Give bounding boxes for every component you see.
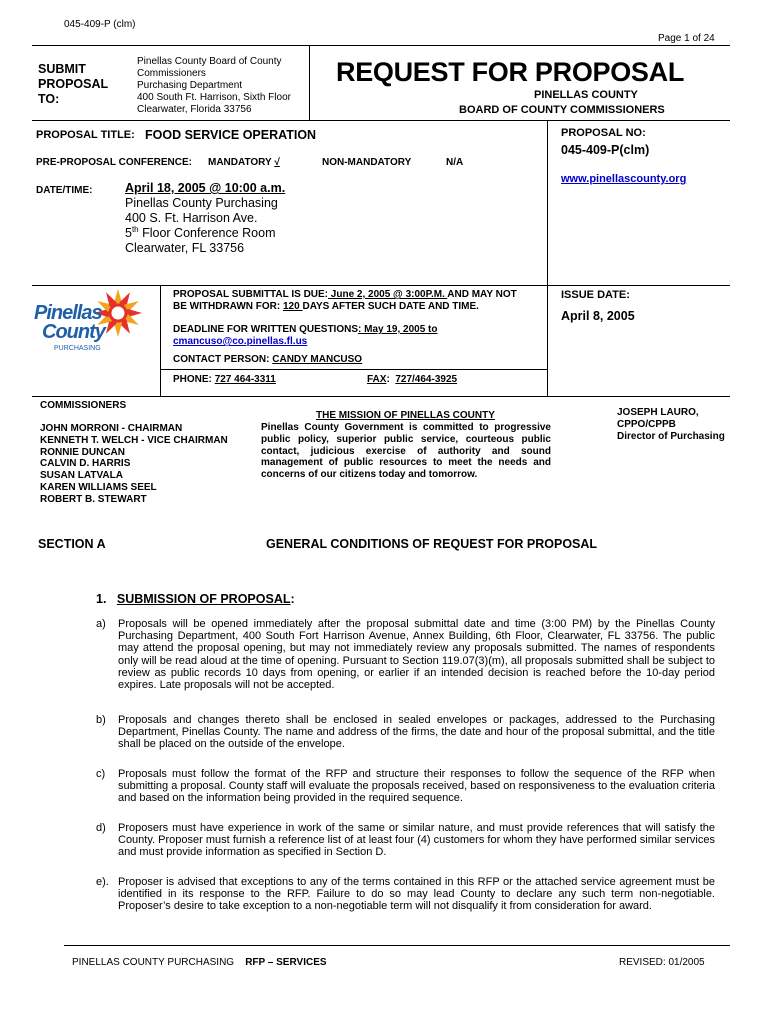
footer-left: PINELLAS COUNTY PURCHASING RFP – SERVICES: [72, 957, 327, 968]
proposal-no-label: PROPOSAL NO:: [561, 127, 646, 139]
paragraph-a: Proposals will be opened immediately after the proposal submittal date and time (3:00 PM) by the Pinellas County Purchasing Department, 400 South Fort Harrison Avenue, Annex Building, 6th Floor, Clearwater, FL 33756. The public may attend the proposal opening, but may not immediately review any proposals submitted. The names of respondents only will be read aloud at the time of opening. Pursuant to Section 119.07(3)(m), all proposals submitted shall be subject to review as public records 10 days from opening, or earlier if an intended decision is reached before the 10-day period expires. Late proposals will not be accepted.: [118, 618, 715, 692]
contact-email-link[interactable]: cmancuso@co.pinellas.fl.us: [173, 336, 308, 347]
conference-location-1: Pinellas County Purchasing: [125, 196, 278, 210]
submit-proposal-label: SUBMIT PROPOSAL TO:: [38, 62, 109, 106]
conference-details: [125, 181, 285, 256]
pinellas-county-logo: [32, 287, 156, 357]
item-label: e).: [96, 876, 109, 888]
conference-location-3: 5th Floor Conference Room: [125, 224, 276, 240]
logo-divider: [160, 285, 161, 396]
commissioners-list: [40, 423, 228, 506]
issue-date-value: April 8, 2005: [561, 309, 635, 323]
proposal-no-value: 045-409-P(clm): [561, 143, 650, 157]
issue-date-label: ISSUE DATE:: [561, 289, 630, 301]
footer-right: REVISED: 01/2005: [619, 957, 705, 968]
contact-rule: [160, 369, 547, 370]
commissioner-name: SUSAN LATVALA: [40, 470, 123, 482]
logo-text-pinellas: Pinellas: [34, 302, 102, 324]
footer-middle: RFP – SERVICES: [245, 957, 327, 968]
proposal-title-value: FOOD SERVICE OPERATION: [145, 128, 317, 142]
logo-text-purchasing: PURCHASING: [54, 345, 101, 352]
section-label: SECTION A: [38, 537, 106, 551]
footer-rule: [64, 945, 730, 946]
title-rule: [32, 120, 730, 121]
mission-heading: THE MISSION OF PINELLAS COUNTY: [316, 410, 495, 421]
right-column-divider: [547, 120, 548, 396]
item-label: b): [96, 714, 106, 726]
mid-rule: [32, 285, 730, 286]
subtitle-board: BOARD OF COUNTY COMMISSIONERS: [459, 104, 665, 116]
conference-date: April 18, 2005 @ 10:00 a.m.: [125, 181, 286, 195]
paragraph-c: Proposals must follow the format of the RFP and structure their responses to follow the sequence of the RFP when submitting a proposal. County staff will evaluate the proposals received, based on responsiveness to the evaluation criteria and based on the information being provided in the required sequence.: [118, 768, 715, 805]
pre-proposal-label: PRE-PROPOSAL CONFERENCE:: [36, 157, 192, 168]
date-time-label: DATE/TIME:: [36, 185, 93, 196]
withdraw-period: BE WITHDRAWN FOR: 120 DAYS AFTER SUCH DATE AND TIME.: [173, 301, 479, 312]
commissioner-name: KAREN WILLIAMS SEEL: [40, 481, 157, 493]
website-link[interactable]: www.pinellascounty.org: [561, 173, 687, 185]
header-divider: [309, 45, 310, 120]
item-label: d): [96, 822, 106, 834]
fax-line: FAX: 727/464-3925: [367, 374, 458, 385]
item-label: c): [96, 768, 106, 780]
commissioner-name: RONNIE DUNCAN: [40, 446, 125, 458]
commissioner-name: JOHN MORRONI - CHAIRMAN: [40, 423, 183, 434]
commissioners-heading: COMMISSIONERS: [40, 400, 127, 411]
section-title: GENERAL CONDITIONS OF REQUEST FOR PROPOSAL: [266, 537, 598, 551]
document-code: 045-409-P (clm): [64, 19, 136, 30]
mandatory-option: MANDATORY √: [208, 157, 280, 168]
proposal-title-label: PROPOSAL TITLE:: [36, 129, 135, 141]
paragraph-d: Proposers must have experience in work of the same or similar nature, and must provide references that will satisfy the County. Proposer must furnish a reference list of at least four (4) customers for whom they have performed similar services and must provide information as specified in Section D.: [118, 822, 715, 859]
page-title: REQUEST FOR PROPOSAL: [336, 57, 685, 87]
mission-text: Pinellas County Government is committed to progressive public policy, superior public service, courteous public contact, judicious exercise of authority and sound management of public resources to meet the needs and concerns of our citizens today and tomorrow.: [261, 422, 551, 481]
non-mandatory-option: NON-MANDATORY: [322, 157, 412, 168]
item-label: a): [96, 618, 106, 630]
commissioner-name: CALVIN D. HARRIS: [40, 458, 131, 470]
page-number: Page 1 of 24: [658, 33, 715, 44]
paragraph-e: Proposer is advised that exceptions to any of the terms contained in this RFP or the attached service agreement must be identified in its response to the RFP. Failure to do so may lead County to declare any such term non-negotiable. Proposer’s desire to take exception to a non-negotiable term will not disqualify it from consideration for award.: [118, 876, 715, 913]
submit-address: Pinellas County Board of County Commissioners Purchasing Department 400 South Ft. Harrison, Sixth Floor Clearwater, Florida 33756: [137, 56, 291, 115]
logo-text-county: County: [42, 321, 105, 343]
conference-location-4: Clearwater, FL 33756: [125, 241, 245, 255]
top-rule: [32, 45, 730, 46]
contact-person: CONTACT PERSON: CANDY MANCUSO: [173, 354, 363, 365]
commissioner-name: ROBERT B. STEWART: [40, 493, 147, 505]
phone-line: PHONE: 727 464-3311: [173, 374, 276, 385]
na-option: N/A: [446, 157, 464, 168]
commissioner-name: KENNETH T. WELCH - VICE CHAIRMAN: [40, 434, 228, 446]
purchasing-director: JOSEPH LAURO, CPPO/CPPB Director of Purchasing: [617, 407, 725, 442]
submittal-due: PROPOSAL SUBMITTAL IS DUE: June 2, 2005 @ 3:00P.M. AND MAY NOT: [173, 289, 517, 300]
subtitle-county: PINELLAS COUNTY: [534, 89, 638, 101]
paragraph-b: Proposals and changes thereto shall be enclosed in sealed envelopes or packages, addressed to the Purchasing Department, Pinellas County. The name and address of the firms, the date and hour of the proposal submittal, and the title shall be placed on the outside of the envelope.: [118, 714, 715, 751]
info-bottom-rule: [32, 396, 730, 397]
submission-heading: 1. SUBMISSION OF PROPOSAL:: [96, 592, 295, 606]
conference-location-2: 400 S. Ft. Harrison Ave.: [125, 211, 258, 225]
mandatory-check: √: [274, 157, 280, 168]
questions-deadline: DEADLINE FOR WRITTEN QUESTIONS: May 19, 2005 to: [173, 324, 438, 335]
